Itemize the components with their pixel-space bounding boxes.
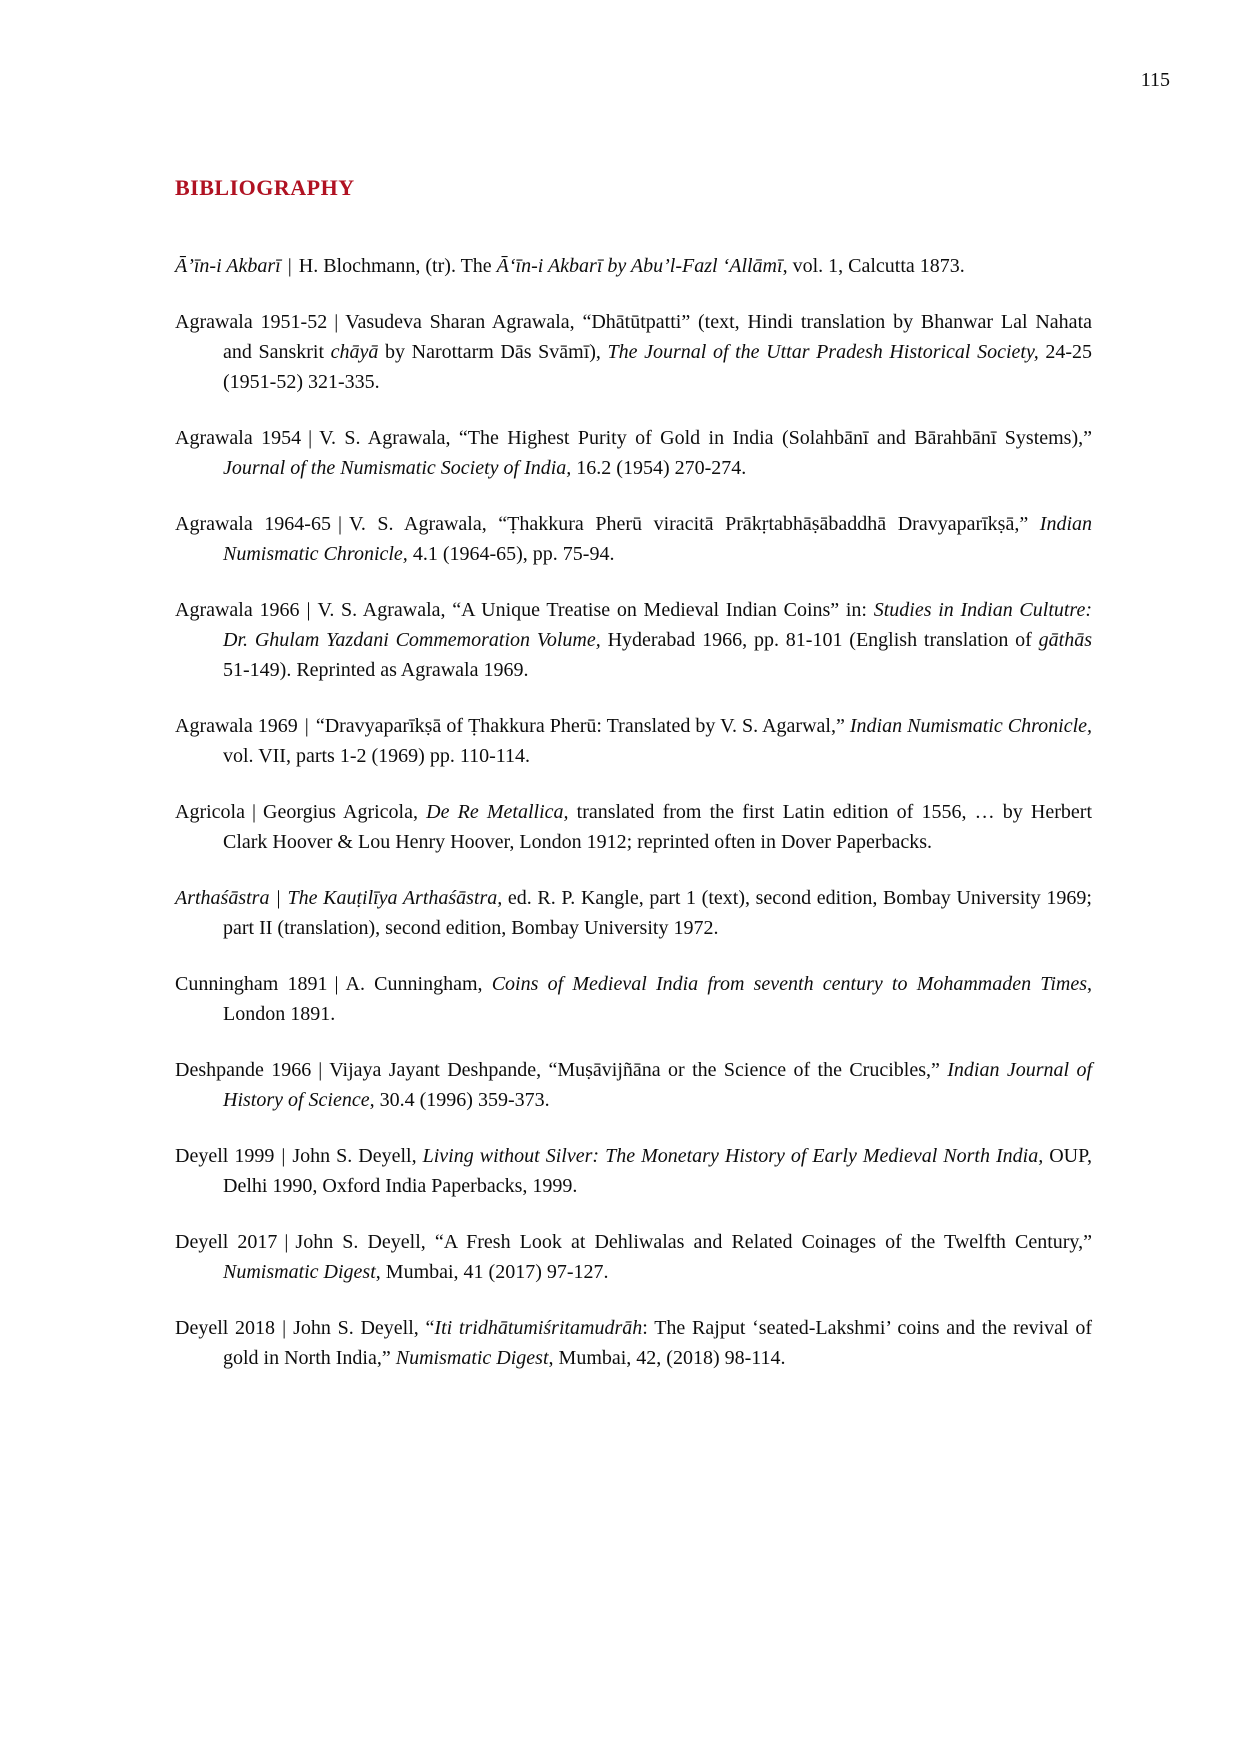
entry-separator: |: [284, 1231, 289, 1253]
entry-separator: |: [306, 599, 311, 621]
entry-body: H. Blochmann, (tr). The Ā‘īn-i Akbarī by Abu’l-Fazl ‘Allāmī, vol. 1, Calcutta 1873.: [298, 255, 965, 277]
entry-separator: |: [318, 1059, 323, 1081]
entry-label: Agrawala 1969: [175, 715, 298, 737]
entry-separator: |: [281, 1145, 286, 1167]
entry-body: A. Cunningham, Coins of Medieval India from seventh century to Mohammaden Times, London 1891.: [223, 973, 1092, 1025]
bibliography-entry: [175, 1227, 1092, 1287]
entry-separator: |: [276, 887, 281, 909]
entry-body: John S. Deyell, “A Fresh Look at Dehliwalas and Related Coinages of the Twelfth Century,” Numismatic Digest, Mumbai, 41 (2017) 97-127.: [223, 1231, 1092, 1283]
entry-separator: |: [334, 973, 339, 995]
entry-separator: |: [304, 715, 309, 737]
bibliography-entry: [175, 251, 1092, 281]
bibliography-entry: [175, 1141, 1092, 1201]
bibliography-entry: [175, 883, 1092, 943]
entry-label: Agrawala 1964-65: [175, 513, 331, 535]
entry-body: V. S. Agrawala, “A Unique Treatise on Medieval Indian Coins” in: Studies in Indian Cultutre: Dr. Ghulam Yazdani Commemoration Volume, Hyderabad 1966, pp. 81-101 (English translation of gāthās 51-149). Reprinted as Agrawala 1969.: [223, 599, 1093, 681]
entry-separator: |: [282, 1317, 287, 1339]
entry-label: Agrawala 1954: [175, 427, 302, 449]
bibliography-list: [175, 251, 1092, 1399]
entry-label: Agrawala 1951-52: [175, 311, 328, 333]
entry-body: John S. Deyell, Living without Silver: The Monetary History of Early Medieval North India, OUP, Delhi 1990, Oxford India Paperbacks, 1999.: [223, 1145, 1093, 1197]
entry-separator: |: [287, 255, 292, 277]
entry-separator: |: [251, 801, 256, 823]
bibliography-heading: BIBLIOGRAPHY: [175, 175, 355, 200]
entry-label: Arthaśāstra: [175, 887, 270, 909]
entry-label: Deyell 2018: [175, 1317, 276, 1339]
bibliography-entry: [175, 1055, 1092, 1115]
entry-body: Vijaya Jayant Deshpande, “Muṣāvijñāna or the Science of the Crucibles,” Indian Journal of History of Science, 30.4 (1996) 359-373.: [223, 1059, 1093, 1111]
bibliography-entry: [175, 307, 1092, 397]
entry-body: V. S. Agrawala, “The Highest Purity of Gold in India (Solahbānī and Bārahbānī Systems),” Journal of the Numismatic Society of India, 16.2 (1954) 270-274.: [223, 427, 1093, 479]
bibliography-entry: [175, 797, 1092, 857]
entry-label: Agrawala 1966: [175, 599, 300, 621]
entry-body: The Kauṭilīya Arthaśāstra, ed. R. P. Kangle, part 1 (text), second edition, Bombay University 1969; part II (translation), second edition, Bombay University 1972.: [223, 887, 1092, 939]
bibliography-entry: [175, 1313, 1092, 1373]
entry-label: Deyell 1999: [175, 1145, 275, 1167]
bibliography-entry: [175, 969, 1092, 1029]
bibliography-entry: [175, 711, 1092, 771]
bibliography-entry: [175, 595, 1092, 685]
entry-label: Deshpande 1966: [175, 1059, 312, 1081]
entry-body: “Dravyaparīkṣā of Ṭhakkura Pherū: Translated by V. S. Agarwal,” Indian Numismatic Chronicle, vol. VII, parts 1-2 (1969) pp. 110-114.: [223, 715, 1093, 767]
entry-separator: |: [334, 311, 339, 333]
entry-body: Georgius Agricola, De Re Metallica, translated from the first Latin edition of 1556, … by Herbert Clark Hoover & Lou Henry Hoover, London 1912; reprinted often in Dover Paperbacks.: [223, 801, 1092, 853]
entry-label: Agricola: [175, 801, 245, 823]
entry-label: Deyell 2017: [175, 1231, 278, 1253]
entry-label: Ā’īn-i Akbarī: [175, 255, 281, 277]
bibliography-entry: [175, 509, 1092, 569]
entry-body: V. S. Agrawala, “Ṭhakkura Pherū viracitā Prākṛtabhāṣābaddhā Dravyaparīkṣā,” Indian Numismatic Chronicle, 4.1 (1964-65), pp. 75-94.: [223, 513, 1092, 565]
page-number: 115: [1140, 69, 1170, 91]
bibliography-entry: [175, 423, 1092, 483]
entry-separator: |: [337, 513, 342, 535]
entry-body: Vasudeva Sharan Agrawala, “Dhātūtpatti” (text, Hindi translation by Bhanwar Lal Nahata and Sanskrit chāyā by Narottarm Dās Svāmī), The Journal of the Uttar Pradesh Historical Society, 24-25 (1951-52) 321-335.: [223, 311, 1092, 393]
entry-separator: |: [308, 427, 313, 449]
entry-label: Cunningham 1891: [175, 973, 328, 995]
entry-body: John S. Deyell, “Iti tridhātumiśritamudrāh: The Rajput ‘seated-Lakshmi’ coins and the revival of gold in North India,” Numismatic Digest, Mumbai, 42, (2018) 98-114.: [223, 1317, 1093, 1369]
